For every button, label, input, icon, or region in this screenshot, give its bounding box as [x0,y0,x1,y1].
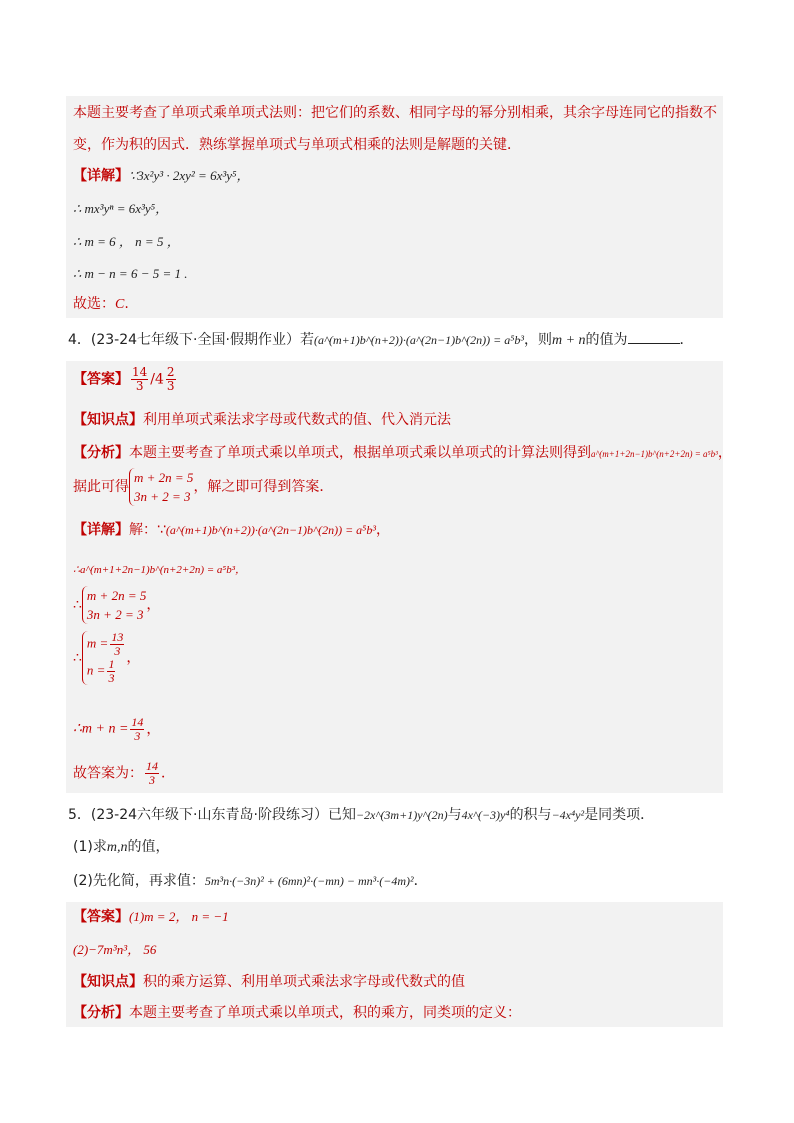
q5-answer-line2: (2)−7m³n³， 56 [73,942,157,957]
q4-detail-line5 [73,716,160,743]
choose-end: . [124,296,129,312]
fraction-denominator: 3 [149,773,155,787]
m-label: m = [86,635,109,651]
choose-label: 故选： [73,296,115,312]
q4-analysis-expr: a^(m+1+2n−1)b^(n+2+2n) = a⁵b³ [591,449,718,459]
q4-detail-line1 [73,521,390,539]
q5-stem [68,806,654,824]
q4-stem-expr: (a^(m+1)b^(n+2))·(a^(2n−1)b^(2n)) = a⁵b³ [313,333,524,347]
q5-stem-expr1: −2x^(3m+1)y^(2n) [355,808,448,822]
q3-detail-line3: ∴ m = 6 ， n = 5 ， [73,234,180,249]
system-eq1: m + 2n = 5 [86,588,147,603]
m-fraction [110,631,124,658]
q4-analysis-line2 [73,468,333,506]
q5-analysis: 本题主要考查了单项式乘以单项式，积的乘方，同类项的定义： [129,1005,521,1021]
q4-analysis-comma: ， [717,445,732,461]
q4-detail-line4 [73,631,140,685]
choose-value: C [115,297,125,312]
q5-part1-prefix: (1)求 [73,839,107,855]
detail-tag: 【详解】 [73,168,129,184]
q4-detail1-prefix: 解：∵ [129,522,166,538]
fraction-numerator: 14 [131,715,144,729]
q4-detail-line3 [73,586,160,624]
q4-answer-mixed [166,366,176,393]
q5-part2-end: ． [413,873,428,889]
therefore-symbol: ∴ [73,650,82,666]
q5-knowledge-line [73,973,465,991]
q5-part1-suffix: 的值， [127,839,170,855]
analysis-tag: 【分析】 [73,1005,129,1021]
q3-detail-line4: ∴ m − n = 6 − 5 = 1 . [73,266,188,281]
fraction-numerator: 2 [166,365,175,379]
fraction-denominator: 3 [114,644,121,658]
q4-detail5-text: ∴m + n = [73,721,129,737]
q4-answer-fraction [131,366,148,393]
q4-stem-prefix: 4．(23-24七年级下·全国·假期作业）若 [68,332,314,348]
system-eq2: 3n + 2 = 3 [134,489,191,504]
fraction-denominator: 3 [166,379,175,393]
q4-knowledge-line [73,411,451,429]
system-eq1: m + 2n = 5 [134,470,194,485]
q3-detail-line2: ∴ mx³yⁿ = 6x³y⁵， [73,201,169,216]
q4-final-fraction [145,760,159,787]
fraction-denominator: 3 [108,671,115,685]
q4-detail-system [82,586,146,624]
fraction-numerator: 14 [132,365,148,379]
fraction-denominator: 3 [134,729,141,743]
q4-analysis-line1 [73,444,732,463]
fraction-denominator: 3 [135,379,144,393]
n-label: n = [86,662,106,678]
q3-analysis-line2: 变，作为积的因式．熟练掌握单项式与单项式相乘的法则是解题的关键． [73,137,521,153]
therefore-symbol: ∴ [73,597,82,613]
q4-stem-mid: ，则 [523,332,552,348]
q5-stem-suffix: 是同类项． [584,807,655,823]
q5-stem-expr2: 4x^(−3)y⁴ [461,808,510,822]
knowledge-tag: 【知识点】 [73,974,143,990]
comma: ， [146,721,161,738]
q3-choose-line [73,295,129,314]
period: ． [161,765,175,782]
q3-detail-expr1: ∵3x²y³ · 2xy² = 6x³y⁵， [129,168,250,183]
analysis-tag: 【分析】 [73,445,129,461]
q5-part1 [73,838,169,857]
knowledge-tag: 【知识点】 [73,412,143,428]
q5-stem-prefix: 5．(23-24六年级下·山东青岛·阶段练习）已知 [68,807,356,823]
answer-tag: 【答案】 [73,909,129,925]
q4-detail5-fraction [130,716,144,743]
comma: ， [126,650,141,666]
q4-stem-var: m + n [551,333,586,348]
q5-part2-expr: 5m³n·(−3n)² + (6mn)²·(−mn) − mn³·(−4m)² [204,874,414,888]
q5-knowledge: 积的乘方运算、利用单项式乘法求字母或代数式的值 [143,974,465,990]
n-fraction [107,658,115,685]
q4-answer-line [73,366,178,393]
q4-detail-line2: ∴a^(m+1+2n−1)b^(n+2+2n) = a⁵b³， [73,564,247,576]
comma: ， [146,597,161,613]
answer-tag: 【答案】 [73,371,129,388]
q5-stem-mid2: 的积与 [509,807,552,823]
fraction-numerator: 1 [108,657,115,671]
q5-stem-mid1: 与 [447,807,462,823]
q4-detail1-expr: (a^(m+1)b^(n+2))·(a^(2n−1)b^(2n)) = a⁵b³ [165,523,376,537]
fraction-numerator: 14 [146,759,158,773]
system-eq2: 3n + 2 = 3 [86,607,144,622]
detail-tag: 【详解】 [73,522,129,538]
q4-detail1-end: ， [375,522,390,538]
answer-blank [628,331,680,344]
q5-answer-line1 [73,908,229,926]
q4-stem-end: ． [679,332,694,348]
q3-detail-line1 [73,167,250,185]
q5-stem-expr3: −4x⁴y² [551,808,585,822]
q4-final-line [73,760,175,787]
q4-stem [68,331,694,350]
q5-part1-vars: m,n [106,840,128,855]
q4-answer-sep: /4 [150,371,164,388]
q4-analysis-text: 本题主要考查了单项式乘以单项式，根据单项式乘以单项式的计算法则得到 [129,445,591,461]
q5-part2 [73,872,428,890]
q5-analysis-line1 [73,1004,521,1022]
q4-analysis2-suffix: ，解之即可得到答案． [193,479,334,495]
q4-analysis2-prefix: 据此可得 [73,479,129,495]
q3-analysis-line1: 本题主要考查了单项式乘单项式法则：把它们的系数、相同字母的幂分别相乘，其余字母连同它的指数不 [73,105,717,121]
fraction-numerator: 13 [111,630,124,644]
q4-analysis-system [129,468,193,506]
q4-solution-system [82,631,126,685]
q5-answer-1: (1)m = 2， n = −1 [129,909,229,924]
q5-part2-prefix: (2)先化简，再求值： [73,873,205,889]
q4-knowledge: 利用单项式乘法求字母或代数式的值、代入消元法 [143,412,451,428]
q4-stem-suffix: 的值为 [585,332,628,348]
q4-final-label: 故答案为： [73,765,143,782]
